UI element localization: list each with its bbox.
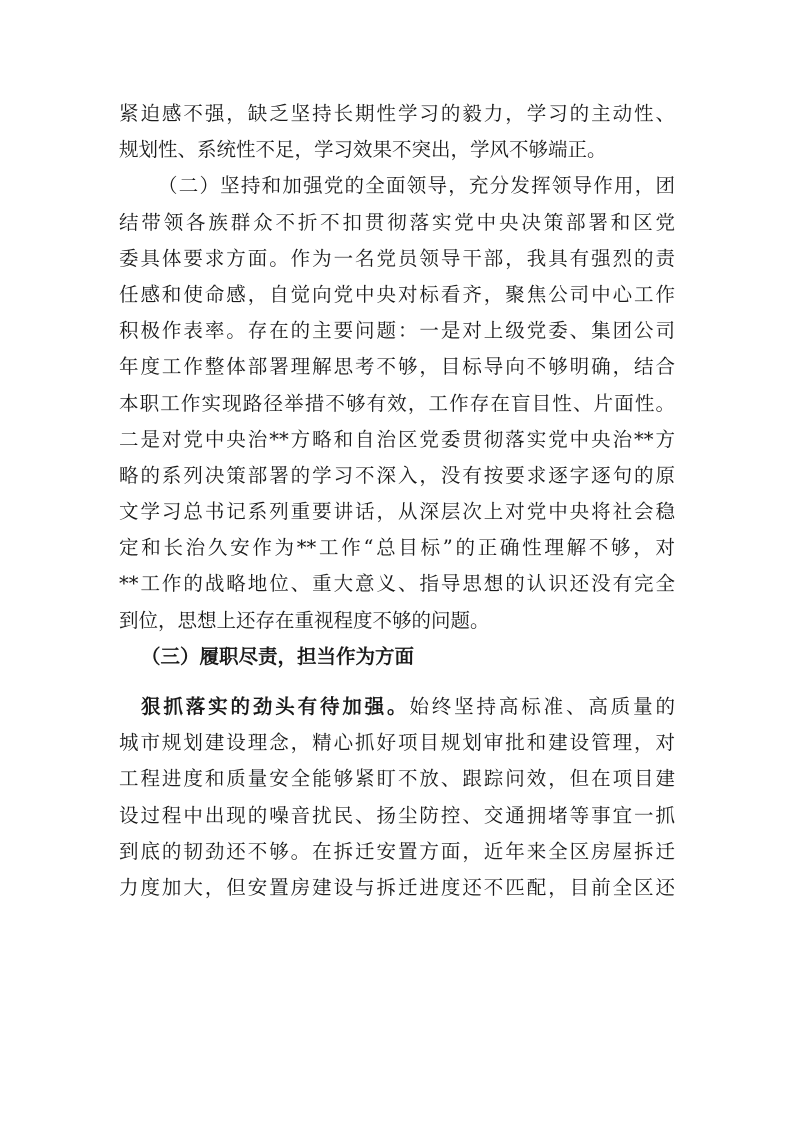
paragraph-line: 文学习总书记系列重要讲话，从深层次上对党中央将社会稳 xyxy=(119,500,675,524)
paragraph-line: 到位，思想上还存在重视程度不够的问题。 xyxy=(119,608,490,632)
paragraph-line: 规划性、系统性不足，学习效果不突出，学风不够端正。 xyxy=(119,138,607,162)
paragraph-line: 本职工作实现路径举措不够有效，工作存在盲目性、片面性。 xyxy=(119,391,675,415)
document-body xyxy=(119,96,675,906)
paragraph-line: 设过程中出现的噪音扰民、扬尘防控、交通拥堵等事宜一抓 xyxy=(119,803,675,827)
paragraph-line: 到底的韧劲还不够。在拆迁安置方面，近年来全区房屋拆迁 xyxy=(119,839,675,863)
paragraph-line: 任感和使命感，自觉向党中央对标看齐，聚焦公司中心工作 xyxy=(119,282,675,306)
section-two-line: （二）坚持和加强党的全面领导，充分发挥领导作用，团 xyxy=(158,174,675,198)
paragraph-line: 工程进度和质量安全能够紧盯不放、跟踪问效，但在项目建 xyxy=(119,767,675,791)
paragraph-line: **工作的战略地位、重大意义、指导思想的认识还没有完全 xyxy=(119,572,675,596)
paragraph-line: 略的系列决策部署的学习不深入，没有按要求逐字逐句的原 xyxy=(119,463,675,487)
paragraph-lead-rest: 始终坚持高标准、高质量的 xyxy=(409,695,675,718)
paragraph-line: 二是对党中央治**方略和自治区党委贯彻落实党中央治**方 xyxy=(119,427,675,451)
paragraph-line: 年度工作整体部署理解思考不够，目标导向不够明确，结合 xyxy=(119,355,675,379)
section-three-heading: （三）履职尽责，担当作为方面 xyxy=(141,644,415,668)
paragraph-line: 紧迫感不强，缺乏坚持长期性学习的毅力，学习的主动性、 xyxy=(119,102,675,125)
paragraph-line: 定和长治久安作为**工作“总目标”的正确性理解不够，对 xyxy=(119,536,675,560)
paragraph-line: 结带领各族群众不折不扣贯彻落实党中央决策部署和区党 xyxy=(119,210,675,234)
paragraph-line: 力度加大，但安置房建设与拆迁进度还不匹配，目前全区还 xyxy=(119,875,675,899)
paragraph-line: 委具体要求方面。作为一名党员领导干部，我具有强烈的责 xyxy=(119,246,675,270)
paragraph-lead-bold: 狠抓落实的劲头有待加强。 xyxy=(141,695,410,718)
paragraph-line: 积极作表率。存在的主要问题：一是对上级党委、集团公司 xyxy=(119,319,675,343)
spacer xyxy=(119,675,675,689)
paragraph-first-line xyxy=(119,689,675,725)
paragraph-line: 城市规划建设理念，精心抓好项目规划审批和建设管理，对 xyxy=(119,731,675,755)
